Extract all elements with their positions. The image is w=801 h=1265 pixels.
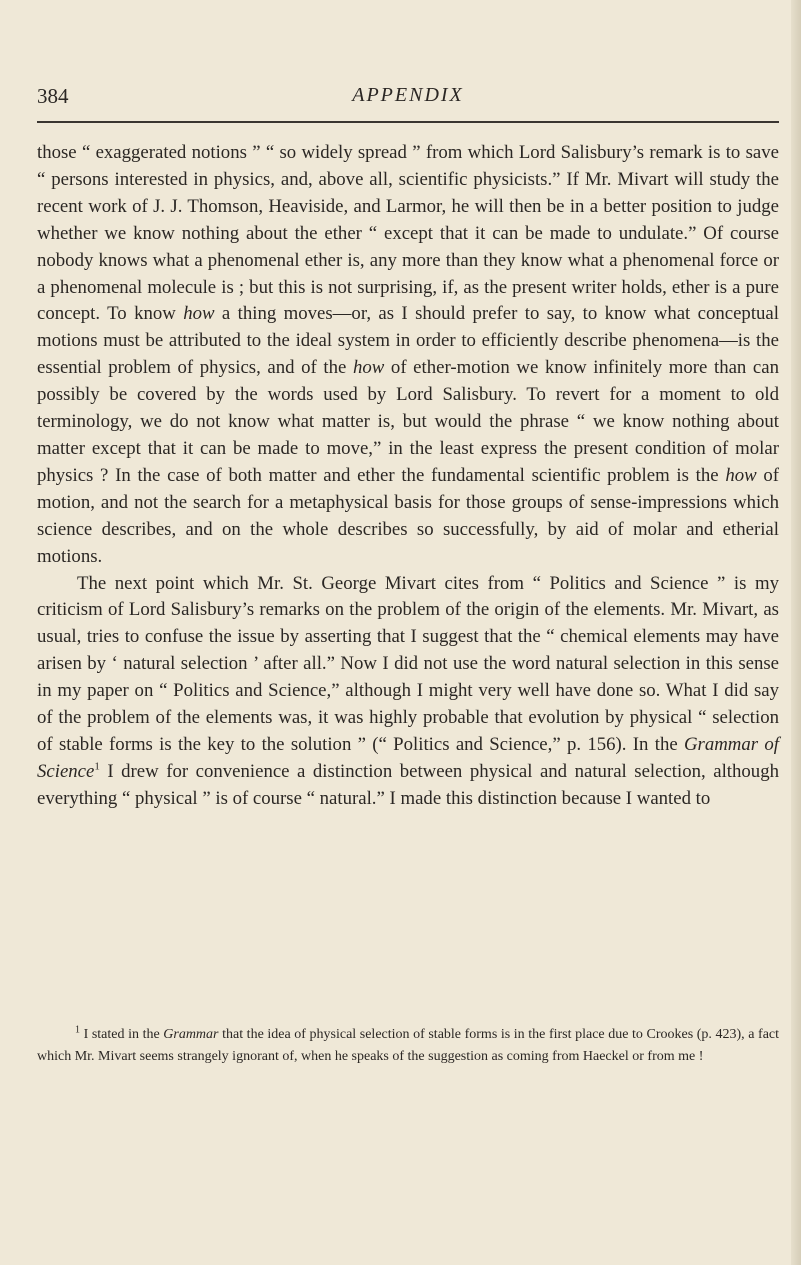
text-run: those “ exaggerated notions ” “ so widely spread ” from which Lord Salisbury’s remark is to save “ persons interested in physics, and, above all, scientific physicists.” If Mr. Mivart will study the recent work of J. J. Thomson, Heaviside, and Larmor, he will then be in a better position to judge whether we know nothing about the ether “ except that it can be made to undulate.” Of course nobody knows what a phenomenal ether is, any more than they know what a phenomenal force or a phenomenal molecule is ; but this is not surprising, if, as the present writer holds, ether is a pure concept. To know <box>37 142 779 325</box>
text-run: The next point which Mr. St. George Mivart cites from “ Politics and Science ” is my criticism of Lord Salisbury’s remarks on the problem of the origin of the elements. Mr. Mivart, as usual, tries to confuse the issue by asserting that I suggest that the “ chemical elements may have arisen by ‘ natural selection ’ after all.” Now I did not use the word natural selection in this sense in my paper on “ Politics and Science,” although I might very well have done so. What I did say of the problem of the elements was, it was highly probable that evolution by physical “ selection of stable forms is the key to the solution ” (“ Politics and Science,” p. 156). In the <box>37 572 779 755</box>
paragraph <box>37 571 779 813</box>
footnote-reference: 1 <box>94 760 100 773</box>
text-run: I stated in the <box>83 1027 160 1042</box>
italic-text: Grammar <box>163 1027 219 1042</box>
text-run: a thing moves—or, as I should prefer to say, to know what conceptual motions must be attributed to the ideal system in order to efficiently describe phenomena—is the essential problem of physics, and of the <box>37 303 779 379</box>
text-run: I drew for convenience a distinction between physical and natural selection, although everything “ physical ” is of course “ natural.” I made this distinction because I wanted to <box>37 760 779 809</box>
paragraph <box>37 140 779 571</box>
italic-text: how <box>352 357 385 379</box>
text-run: of ether-motion we know infinitely more than can possibly be covered by the words used by Lord Salisbury. To revert for a moment to old terminology, we do not know what matter is, but would the phrase “ we know nothing about matter except that it can be made to move,” in the least express the present condition of molar physics ? In the case of both matter and ether the fundamental scientific problem is the <box>37 357 779 486</box>
italic-text: how <box>725 464 757 486</box>
page-header <box>37 84 779 114</box>
running-title: APPENDIX <box>352 84 464 106</box>
text-run: that the idea of physical selection of stable forms is in the first place due to Crookes (p. 423), a fact which Mr. Mivart seems strangely ignorant of, when he speaks of the suggestion as coming from Haeckel or from me ! <box>37 1027 780 1064</box>
italic-text: Grammar of Science <box>37 733 779 782</box>
header-rule <box>37 121 779 123</box>
footnote-number: 1 <box>75 1024 80 1036</box>
text-run: of motion, and not the search for a metaphysical basis for those groups of sense-impressions which science describes, and on the whole describes so successfully, by aid of molar and etherial motions. <box>37 464 779 567</box>
italic-text: how <box>183 303 215 325</box>
page-edge <box>791 0 801 1265</box>
body-text <box>37 140 779 813</box>
footnote <box>37 1024 779 1067</box>
footnotes <box>37 1024 779 1067</box>
page-number: 384 <box>37 84 69 108</box>
